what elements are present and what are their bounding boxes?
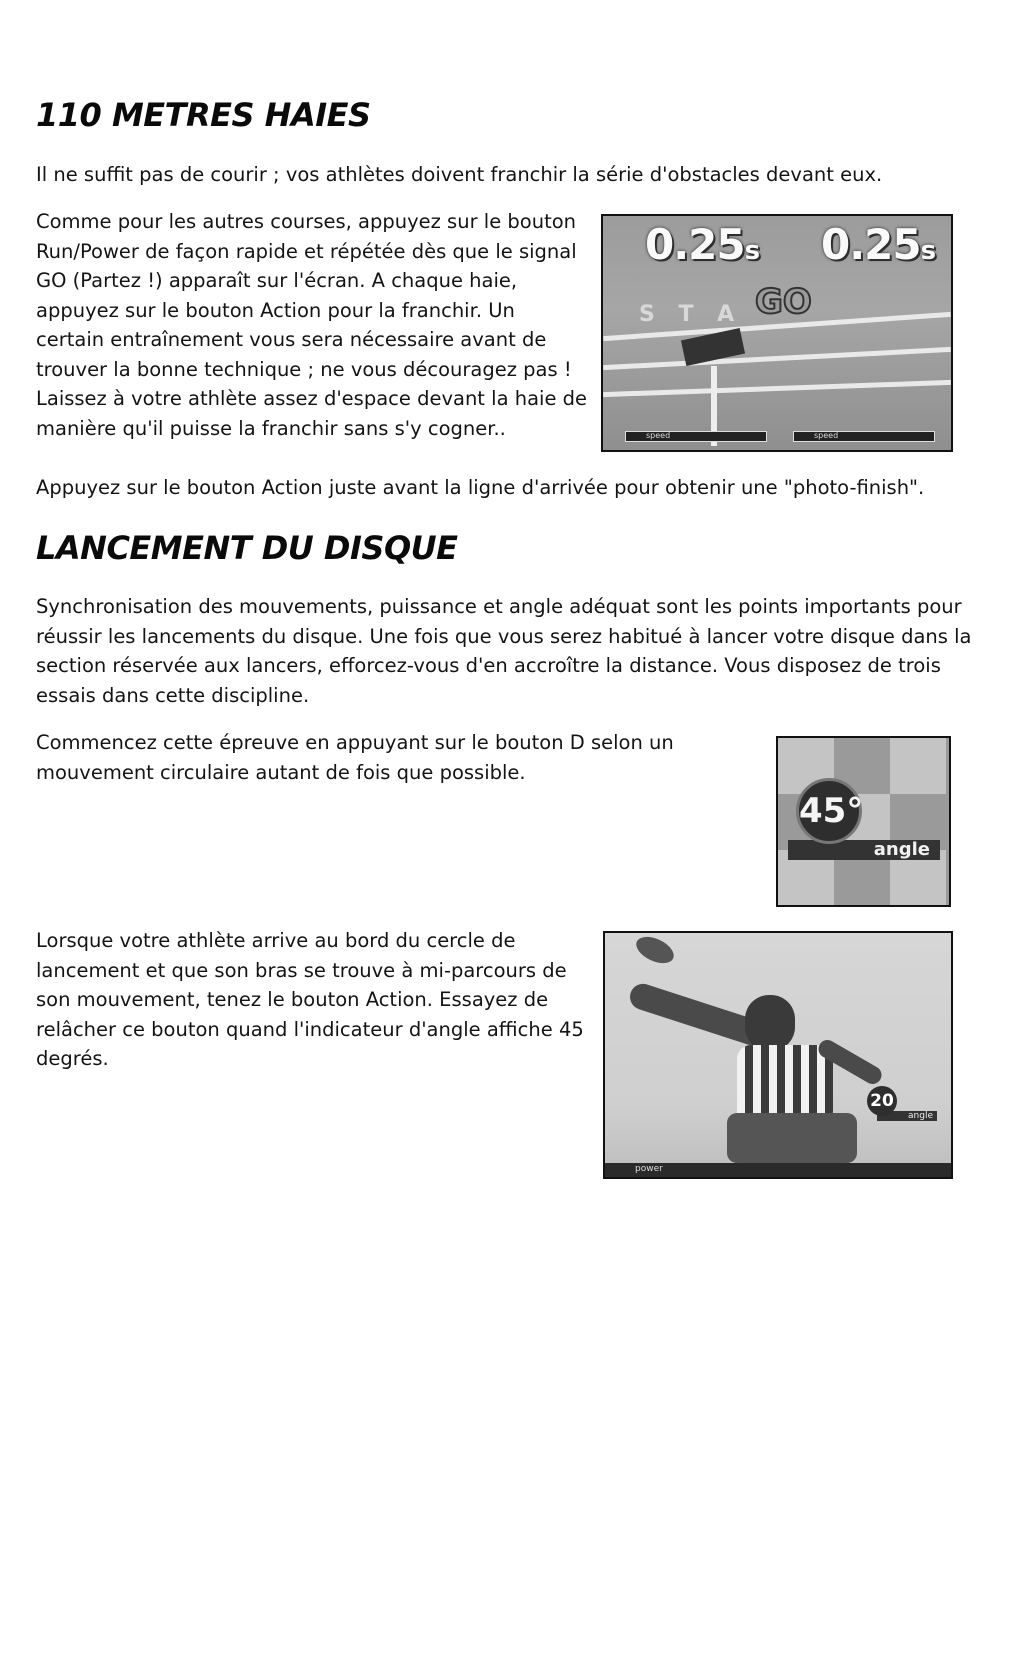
angle-label-bar: angle [877,1111,937,1121]
hurdles-intro: Il ne suffit pas de courir ; vos athlètes doivent franchir la série d'obstacles devant eux. [36,163,883,186]
text-line: section réservée aux lancers, efforcez-vous d'en accroître la distance. Vous disposez de trois [36,654,941,677]
hurdles-body [36,207,596,443]
text-line: degrés. [36,1047,109,1070]
text-line: relâcher ce bouton quand l'indicateur d'angle affiche 45 [36,1017,584,1041]
text-line: Lorsque votre athlète arrive au bord du cercle de [36,929,516,952]
text-line: trouver la bonne technique ; ne vous découragez pas ! [36,357,572,381]
track-line [603,347,951,370]
text-line: Laissez à votre athlète assez d'espace devant la haie de [36,387,588,410]
text-line: appuyez sur le bouton Action pour la franchir. Un [36,298,515,322]
text-line: certain entraînement vous sera nécessaire avant de [36,328,547,351]
hurdles-outro: Appuyez sur le bouton Action juste avant la ligne d'arrivée pour obtenir une "photo-finish". [36,476,925,499]
angle-label-bar: angle [788,840,940,860]
speed-meter-right: speed [793,431,935,442]
athlete-legs [727,1113,857,1163]
text-line: essais dans cette discipline. [36,683,310,707]
discus-para3 [36,926,596,1074]
text-line: GO (Partez !) apparaît sur l'écran. A chaque haie, [36,269,518,292]
angle-indicator: 20 [867,1086,897,1116]
discus-intro [36,592,996,710]
text-line: Run/Power de façon rapide et répétée dès que le signal [36,239,577,263]
text-line: réussir les lancements du disque. Une fois que vous serez habitué à lancer votre disque dans la [36,624,972,648]
discus-object [632,932,678,969]
go-signal: GO [755,282,812,322]
throw-screenshot [603,931,953,1179]
bg-tile [890,738,946,794]
text-line: manière qu'il puisse la franchir sans s'y cogner.. [36,416,506,440]
text-line: Comme pour les autres courses, appuyez sur le bouton [36,210,577,233]
track-line [603,380,951,397]
athlete-head [745,995,795,1051]
text-line: lancement et que son bras se trouve à mi-parcours de [36,958,567,982]
text-line: Synchronisation des mouvements, puissance et angle adéquat sont les points importants pour [36,595,962,618]
text-line: mouvement circulaire autant de fois que possible. [36,760,526,784]
text-line: Commencez cette épreuve en appuyant sur le bouton D selon un [36,731,674,754]
section-title-discus: LANCEMENT DU DISQUE [36,529,458,567]
timer-left: 0.25s [645,220,760,269]
timer-right: 0.25s [821,220,936,269]
section-title-hurdles: 110 METRES HAIES [36,96,371,134]
text-line: son mouvement, tenez le bouton Action. Essayez de [36,988,549,1011]
angle-indicator: 45° [796,778,862,844]
start-paint: S T A [639,302,743,327]
discus-para2 [36,728,736,787]
hurdles-screenshot [601,214,953,452]
speed-meter-left: speed [625,431,767,442]
angle-screenshot [776,736,951,907]
power-meter: power [605,1163,951,1177]
